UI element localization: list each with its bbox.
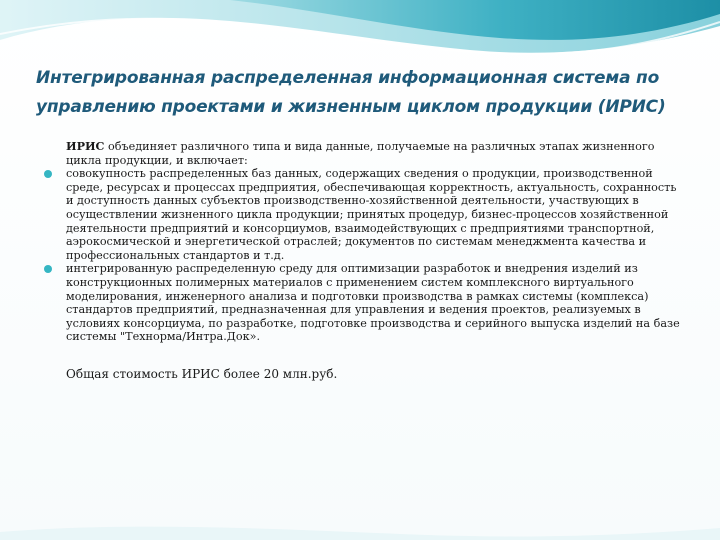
bullet-text: интегрированную распределенную среду для оптимизации разработок и внедрения изделий из конструкционных полимерных материалов с применением систем комплексного виртуального моделирования, инженерного анализа и подготовки производства в рамках системы (комплекса) стандартов предприятий, предназначенная для управления и ведения проектов, реализуемых в условиях консорциума, по разработке, подготовке производства и серийного выпуска изделий на базе системы "Технорма/Интра.Док». xyxy=(66,262,680,344)
slide-content xyxy=(44,140,684,382)
bullet-item xyxy=(44,167,684,262)
bullet-text: совокупность распределенных баз данных, содержащих сведения о продукции, производственной среде, ресурсах и процессах предприятия, обеспечивающая корректность, актуальность, сохранность и доступность данных субъектов производственно-хозяйственной деятельности, участвующих в осуществлении жизненного цикла продукции; принятых процедур, бизнес-процессов хозяйственной деятельности предприятий и консорциумов, взаимодействующих с предприятиями транспортной, аэрокосмической и энергетической отраслей; документов по системам менеджмента качества и профессиональных стандартов и т.д. xyxy=(66,167,677,262)
total-cost: Общая стоимость ИРИС более 20 млн.руб. xyxy=(66,366,338,381)
bullet-dot-icon xyxy=(44,170,52,178)
intro-bold: ИРИС xyxy=(66,139,105,153)
slide-title: Интегрированная распределенная информационная система по управлению проектами и жизненным циклом продукции (ИРИС) xyxy=(36,68,666,117)
bullet-list xyxy=(44,167,684,344)
bullet-dot-icon xyxy=(44,265,52,273)
bullet-item xyxy=(44,262,684,344)
intro-text: объединяет различного типа и вида данные, получаемые на различных этапах жизненного цикла продукции, и включает: xyxy=(66,140,655,167)
intro-paragraph xyxy=(66,140,684,167)
